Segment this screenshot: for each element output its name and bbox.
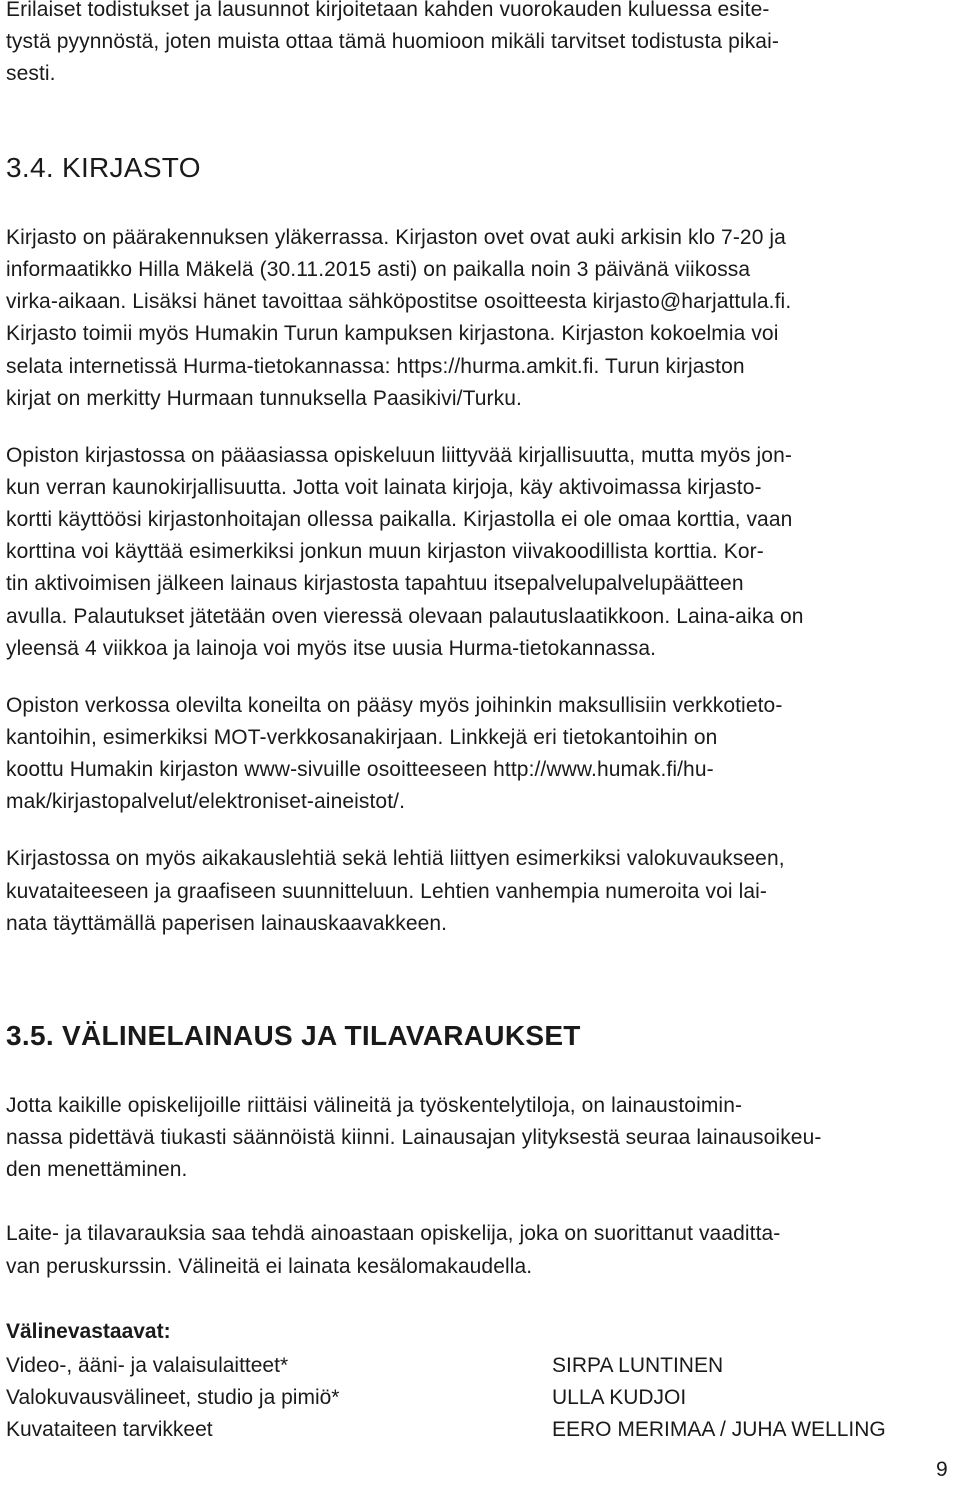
text-line: Laite- ja tilavarauksia saa tehdä ainoastaan opiskelija, joka on suorittanut vaaditta-: [6, 1222, 781, 1245]
responsible-item: Kuvataiteen tarvikkeet: [6, 1418, 213, 1441]
text-line: virka-aikaan. Lisäksi hänet tavoittaa sähköpostitse osoitteesta kirjasto@harjattula.fi.: [6, 290, 792, 313]
text-line: kirjat on merkitty Hurmaan tunnuksella Paasikivi/Turku.: [6, 387, 522, 410]
text-line: nassa pidettävä tiukasti säännöistä kiinni. Lainausajan ylityksestä seuraa lainausoikeu-: [6, 1126, 822, 1149]
text-line: selata internetissä Hurma-tietokannassa: https://hurma.amkit.fi. Turun kirjaston: [6, 355, 745, 378]
text-line: avulla. Palautukset jätetään oven vieressä olevaan palautuslaatikkoon. Laina-aika on: [6, 605, 804, 628]
text-line: Kirjastossa on myös aikakauslehtiä sekä lehtiä liittyen esimerkiksi valokuvaukseen,: [6, 847, 785, 870]
responsible-heading: Välinevastaavat:: [6, 1320, 171, 1343]
responsible-person: SIRPA LUNTINEN: [552, 1354, 724, 1377]
text-line: Opiston verkossa olevilta koneilta on pääsy myös joihinkin maksullisiin verkkotieto-: [6, 694, 783, 717]
text-line: tin aktivoimisen jälkeen lainaus kirjastosta tapahtuu itsepalvelupalvelupäätteen: [6, 572, 744, 595]
section-heading-library: 3.4. KIRJASTO: [6, 152, 201, 183]
text-line: yleensä 4 viikkoa ja lainoja voi myös itse uusia Hurma-tietokannassa.: [6, 637, 657, 660]
responsible-item: Valokuvausvälineet, studio ja pimiö*: [6, 1386, 340, 1409]
page-number: 9: [936, 1458, 948, 1481]
text-line: nata täyttämällä paperisen lainauskaavakkeen.: [6, 912, 448, 935]
text-line: koottu Humakin kirjaston www-sivuille osoitteeseen http://www.humak.fi/hu-: [6, 758, 714, 781]
text-line: van peruskurssin. Välineitä ei lainata kesälomakaudella.: [6, 1255, 533, 1278]
responsible-item: Video-, ääni- ja valaisulaitteet*: [6, 1354, 289, 1377]
text-line: informaatikko Hilla Mäkelä (30.11.2015 asti) on paikalla noin 3 päivänä viikossa: [6, 258, 751, 281]
text-line: Kirjasto toimii myös Humakin Turun kampuksen kirjastona. Kirjaston kokoelmia voi: [6, 322, 779, 345]
responsible-person: EERO MERIMAA / JUHA WELLING: [552, 1418, 886, 1441]
text-line: sesti.: [6, 62, 56, 85]
text-line: Opiston kirjastossa on pääasiassa opiskeluun liittyvää kirjallisuutta, mutta myös jon-: [6, 444, 792, 467]
section-heading-equipment: 3.5. VÄLINELAINAUS JA TILAVARAUKSET: [6, 1020, 581, 1051]
text-line: kortti käyttöösi kirjastonhoitajan ollessa paikalla. Kirjastolla ei ole omaa korttia, vaan: [6, 508, 793, 531]
responsible-person: ULLA KUDJOI: [552, 1386, 687, 1409]
text-line: Erilaiset todistukset ja lausunnot kirjoitetaan kahden vuorokauden kuluessa esite-: [6, 0, 770, 21]
text-line: den menettäminen.: [6, 1158, 188, 1181]
text-line: kuvataiteeseen ja graafiseen suunnitteluun. Lehtien vanhempia numeroita voi lai-: [6, 880, 767, 903]
text-line: Jotta kaikille opiskelijoille riittäisi välineitä ja työskentelytiloja, on lainaustoimin-: [6, 1094, 743, 1117]
text-line: kantoihin, esimerkiksi MOT-verkkosanakirjaan. Linkkejä eri tietokantoihin on: [6, 726, 718, 749]
text-line: tystä pyynnöstä, joten muista ottaa tämä huomioon mikäli tarvitset todistusta pikai-: [6, 30, 779, 53]
text-line: korttina voi käyttää esimerkiksi jonkun muun kirjaston viivakoodillista korttia. Kor-: [6, 540, 764, 563]
text-line: mak/kirjastopalvelut/elektroniset-aineistot/.: [6, 790, 406, 813]
text-line: kun verran kaunokirjallisuutta. Jotta voit lainata kirjoja, käy aktivoimassa kirjasto-: [6, 476, 762, 499]
text-line: Kirjasto on päärakennuksen yläkerrassa. Kirjaston ovet ovat auki arkisin klo 7-20 ja: [6, 226, 786, 249]
